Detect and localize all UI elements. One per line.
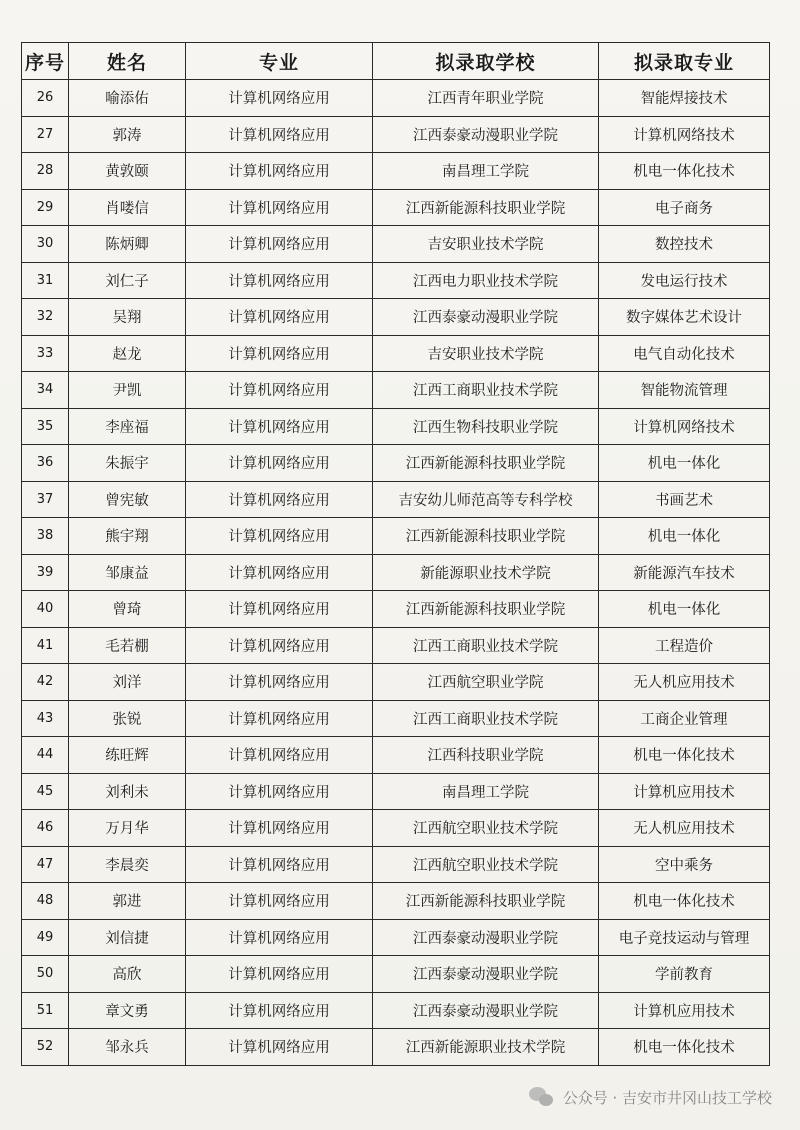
cell-index: 47 xyxy=(22,846,69,883)
watermark xyxy=(529,1086,772,1108)
cell-target-major: 机电一体化 xyxy=(599,445,770,482)
table-row xyxy=(22,883,770,920)
cell-target-major: 数控技术 xyxy=(599,226,770,263)
cell-name: 赵龙 xyxy=(69,335,186,372)
cell-school: 江西工商职业技术学院 xyxy=(373,372,599,409)
cell-index: 40 xyxy=(22,591,69,628)
cell-target-major: 计算机网络技术 xyxy=(599,408,770,445)
cell-name: 陈炳卿 xyxy=(69,226,186,263)
cell-major: 计算机网络应用 xyxy=(186,408,373,445)
cell-school: 江西航空职业技术学院 xyxy=(373,846,599,883)
cell-major: 计算机网络应用 xyxy=(186,883,373,920)
cell-name: 黄敦颐 xyxy=(69,153,186,190)
cell-major: 计算机网络应用 xyxy=(186,189,373,226)
cell-index: 34 xyxy=(22,372,69,409)
cell-major: 计算机网络应用 xyxy=(186,1029,373,1066)
cell-school: 江西科技职业学院 xyxy=(373,737,599,774)
cell-major: 计算机网络应用 xyxy=(186,554,373,591)
cell-target-major: 学前教育 xyxy=(599,956,770,993)
cell-major: 计算机网络应用 xyxy=(186,773,373,810)
cell-school: 江西新能源科技职业学院 xyxy=(373,189,599,226)
cell-index: 52 xyxy=(22,1029,69,1066)
cell-major: 计算机网络应用 xyxy=(186,737,373,774)
cell-school: 江西航空职业技术学院 xyxy=(373,810,599,847)
cell-major: 计算机网络应用 xyxy=(186,153,373,190)
cell-target-major: 无人机应用技术 xyxy=(599,810,770,847)
header-school: 拟录取学校 xyxy=(373,43,599,80)
cell-name: 郭涛 xyxy=(69,116,186,153)
cell-target-major: 工商企业管理 xyxy=(599,700,770,737)
table-row xyxy=(22,992,770,1029)
cell-index: 35 xyxy=(22,408,69,445)
table-row xyxy=(22,700,770,737)
cell-name: 张锐 xyxy=(69,700,186,737)
cell-index: 31 xyxy=(22,262,69,299)
cell-school: 江西新能源科技职业学院 xyxy=(373,518,599,555)
wechat-icon xyxy=(529,1086,555,1108)
cell-school: 江西新能源科技职业学院 xyxy=(373,591,599,628)
header-target-major: 拟录取专业 xyxy=(599,43,770,80)
cell-school: 江西泰豪动漫职业学院 xyxy=(373,116,599,153)
cell-index: 43 xyxy=(22,700,69,737)
cell-index: 45 xyxy=(22,773,69,810)
cell-major: 计算机网络应用 xyxy=(186,627,373,664)
cell-target-major: 机电一体化技术 xyxy=(599,737,770,774)
cell-index: 51 xyxy=(22,992,69,1029)
cell-index: 50 xyxy=(22,956,69,993)
table-body xyxy=(22,80,770,1066)
table-row xyxy=(22,554,770,591)
cell-major: 计算机网络应用 xyxy=(186,919,373,956)
table-row xyxy=(22,518,770,555)
cell-target-major: 发电运行技术 xyxy=(599,262,770,299)
table-row xyxy=(22,810,770,847)
table-row xyxy=(22,408,770,445)
table-row xyxy=(22,226,770,263)
cell-major: 计算机网络应用 xyxy=(186,700,373,737)
table-row xyxy=(22,299,770,336)
header-row xyxy=(22,43,770,80)
cell-name: 李晨奕 xyxy=(69,846,186,883)
cell-index: 27 xyxy=(22,116,69,153)
cell-major: 计算机网络应用 xyxy=(186,372,373,409)
cell-major: 计算机网络应用 xyxy=(186,664,373,701)
cell-major: 计算机网络应用 xyxy=(186,810,373,847)
cell-major: 计算机网络应用 xyxy=(186,226,373,263)
cell-name: 曾琦 xyxy=(69,591,186,628)
cell-name: 练旺辉 xyxy=(69,737,186,774)
cell-major: 计算机网络应用 xyxy=(186,846,373,883)
cell-index: 41 xyxy=(22,627,69,664)
header-major: 专业 xyxy=(186,43,373,80)
cell-major: 计算机网络应用 xyxy=(186,591,373,628)
cell-index: 37 xyxy=(22,481,69,518)
table-row xyxy=(22,956,770,993)
table-row xyxy=(22,773,770,810)
cell-major: 计算机网络应用 xyxy=(186,956,373,993)
cell-school: 南昌理工学院 xyxy=(373,153,599,190)
cell-index: 44 xyxy=(22,737,69,774)
cell-name: 邹康益 xyxy=(69,554,186,591)
cell-school: 江西青年职业学院 xyxy=(373,80,599,117)
table-row xyxy=(22,80,770,117)
cell-target-major: 机电一体化 xyxy=(599,518,770,555)
cell-target-major: 无人机应用技术 xyxy=(599,664,770,701)
cell-school: 吉安职业技术学院 xyxy=(373,335,599,372)
cell-major: 计算机网络应用 xyxy=(186,335,373,372)
cell-target-major: 电气自动化技术 xyxy=(599,335,770,372)
cell-target-major: 计算机网络技术 xyxy=(599,116,770,153)
cell-name: 肖喽信 xyxy=(69,189,186,226)
cell-index: 29 xyxy=(22,189,69,226)
cell-target-major: 空中乘务 xyxy=(599,846,770,883)
cell-school: 江西泰豪动漫职业学院 xyxy=(373,992,599,1029)
cell-index: 30 xyxy=(22,226,69,263)
cell-target-major: 电子商务 xyxy=(599,189,770,226)
cell-school: 江西航空职业学院 xyxy=(373,664,599,701)
table-row xyxy=(22,919,770,956)
table-row xyxy=(22,591,770,628)
cell-school: 江西泰豪动漫职业学院 xyxy=(373,956,599,993)
cell-name: 尹凯 xyxy=(69,372,186,409)
cell-index: 42 xyxy=(22,664,69,701)
cell-major: 计算机网络应用 xyxy=(186,518,373,555)
cell-school: 江西泰豪动漫职业学院 xyxy=(373,299,599,336)
cell-target-major: 机电一体化技术 xyxy=(599,883,770,920)
cell-name: 万月华 xyxy=(69,810,186,847)
cell-major: 计算机网络应用 xyxy=(186,992,373,1029)
cell-major: 计算机网络应用 xyxy=(186,80,373,117)
table-row xyxy=(22,737,770,774)
cell-school: 吉安职业技术学院 xyxy=(373,226,599,263)
cell-name: 毛若棚 xyxy=(69,627,186,664)
cell-name: 刘利未 xyxy=(69,773,186,810)
cell-index: 46 xyxy=(22,810,69,847)
cell-school: 新能源职业技术学院 xyxy=(373,554,599,591)
cell-target-major: 新能源汽车技术 xyxy=(599,554,770,591)
table-row xyxy=(22,627,770,664)
cell-school: 江西电力职业技术学院 xyxy=(373,262,599,299)
cell-target-major: 工程造价 xyxy=(599,627,770,664)
cell-target-major: 机电一体化 xyxy=(599,591,770,628)
table-row xyxy=(22,262,770,299)
cell-name: 熊宇翔 xyxy=(69,518,186,555)
cell-target-major: 数字媒体艺术设计 xyxy=(599,299,770,336)
table-row xyxy=(22,189,770,226)
cell-school: 江西工商职业技术学院 xyxy=(373,627,599,664)
cell-major: 计算机网络应用 xyxy=(186,116,373,153)
cell-target-major: 书画艺术 xyxy=(599,481,770,518)
cell-index: 28 xyxy=(22,153,69,190)
table-row xyxy=(22,664,770,701)
cell-index: 48 xyxy=(22,883,69,920)
header-index: 序号 xyxy=(22,43,69,80)
table-row xyxy=(22,481,770,518)
cell-school: 吉安幼儿师范高等专科学校 xyxy=(373,481,599,518)
table-row xyxy=(22,153,770,190)
table-row xyxy=(22,116,770,153)
cell-target-major: 计算机应用技术 xyxy=(599,992,770,1029)
table-row xyxy=(22,372,770,409)
cell-major: 计算机网络应用 xyxy=(186,262,373,299)
cell-major: 计算机网络应用 xyxy=(186,481,373,518)
cell-index: 32 xyxy=(22,299,69,336)
table-header xyxy=(22,43,770,80)
cell-index: 39 xyxy=(22,554,69,591)
cell-index: 38 xyxy=(22,518,69,555)
cell-name: 邹永兵 xyxy=(69,1029,186,1066)
cell-index: 49 xyxy=(22,919,69,956)
table-row xyxy=(22,846,770,883)
cell-index: 33 xyxy=(22,335,69,372)
admission-table xyxy=(21,42,770,1066)
cell-target-major: 智能物流管理 xyxy=(599,372,770,409)
cell-target-major: 智能焊接技术 xyxy=(599,80,770,117)
cell-name: 刘仁子 xyxy=(69,262,186,299)
cell-index: 36 xyxy=(22,445,69,482)
cell-name: 喻添佑 xyxy=(69,80,186,117)
cell-name: 刘信捷 xyxy=(69,919,186,956)
cell-name: 章文勇 xyxy=(69,992,186,1029)
cell-school: 江西新能源职业技术学院 xyxy=(373,1029,599,1066)
table-row xyxy=(22,1029,770,1066)
cell-school: 南昌理工学院 xyxy=(373,773,599,810)
header-name: 姓名 xyxy=(69,43,186,80)
cell-school: 江西工商职业技术学院 xyxy=(373,700,599,737)
cell-major: 计算机网络应用 xyxy=(186,445,373,482)
watermark-text: 公众号 · 吉安市井冈山技工学校 xyxy=(562,1088,772,1107)
table-row xyxy=(22,445,770,482)
cell-major: 计算机网络应用 xyxy=(186,299,373,336)
cell-target-major: 机电一体化技术 xyxy=(599,153,770,190)
table-row xyxy=(22,335,770,372)
cell-target-major: 机电一体化技术 xyxy=(599,1029,770,1066)
cell-name: 朱振宇 xyxy=(69,445,186,482)
cell-school: 江西生物科技职业学院 xyxy=(373,408,599,445)
cell-target-major: 电子竞技运动与管理 xyxy=(599,919,770,956)
cell-school: 江西泰豪动漫职业学院 xyxy=(373,919,599,956)
cell-name: 吴翔 xyxy=(69,299,186,336)
cell-name: 刘洋 xyxy=(69,664,186,701)
cell-name: 李座福 xyxy=(69,408,186,445)
cell-target-major: 计算机应用技术 xyxy=(599,773,770,810)
cell-name: 郭进 xyxy=(69,883,186,920)
cell-name: 高欣 xyxy=(69,956,186,993)
cell-school: 江西新能源科技职业学院 xyxy=(373,445,599,482)
cell-school: 江西新能源科技职业学院 xyxy=(373,883,599,920)
cell-name: 曾宪敏 xyxy=(69,481,186,518)
cell-index: 26 xyxy=(22,80,69,117)
